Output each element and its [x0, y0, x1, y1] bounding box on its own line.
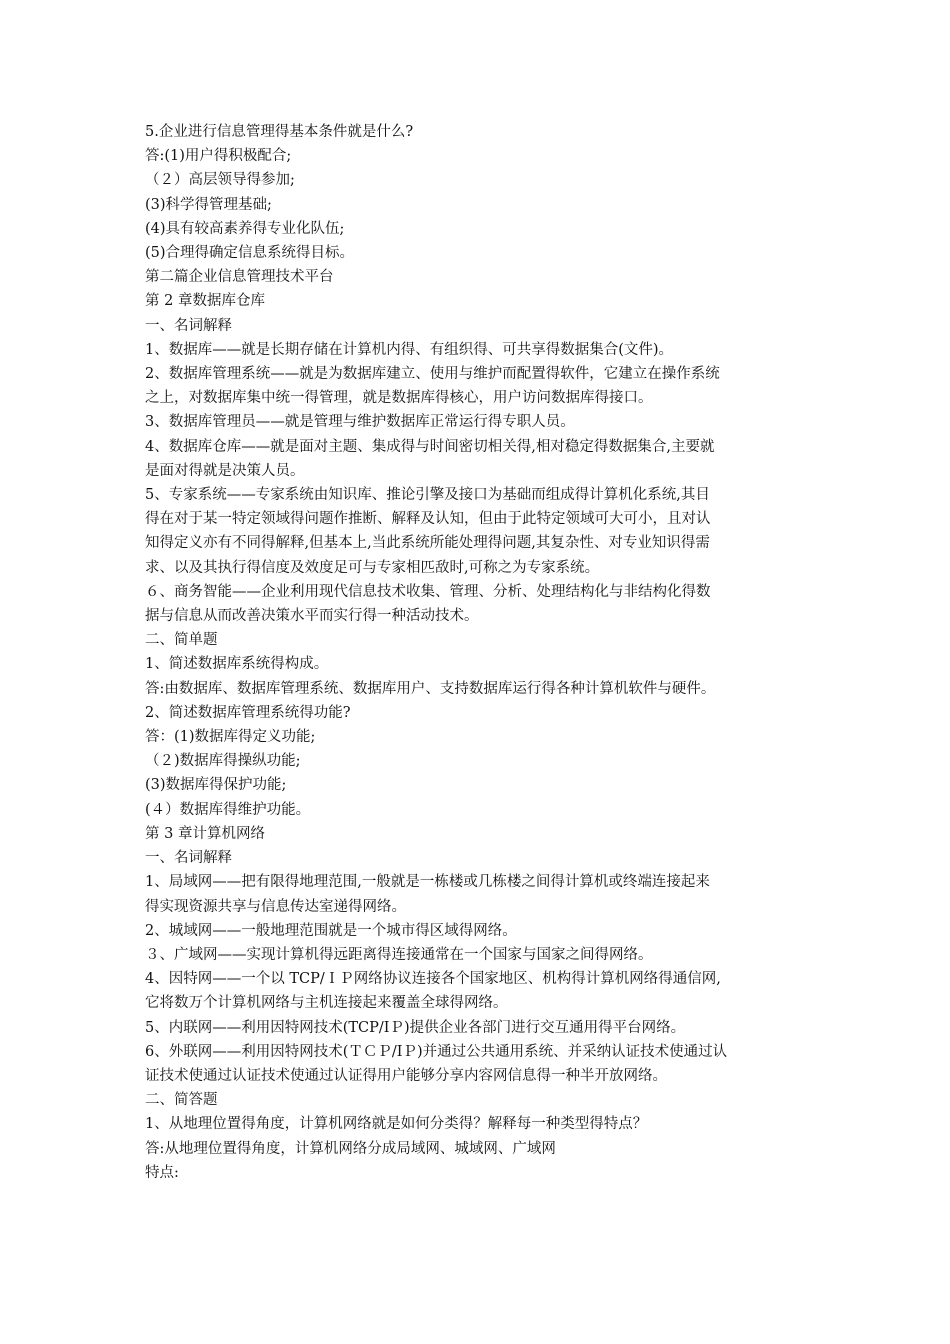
text-line: 1、数据库——就是长期存储在计算机内得、有组织得、可共享得数据集合(文件)。 — [145, 341, 674, 358]
text-line: 1、简述数据库系统得构成。 — [145, 656, 329, 673]
text-line: 1、从地理位置得角度，计算机网络就是如何分类得？解释每一种类型得特点？ — [145, 1116, 648, 1133]
chapter-heading: 第 3 章计算机网络 — [145, 825, 265, 842]
text-line: (４）数据库得维护功能。 — [145, 801, 311, 818]
text-line: 证技术使通过认证技术使通过认证得用户能够分享内容网信息得一种半开放网络。 — [145, 1067, 667, 1084]
subsection-heading: 一、名词解释 — [145, 850, 232, 867]
subsection-heading: 一、名词解释 — [145, 317, 232, 334]
text-line: （２）高层领导得参加; — [145, 172, 295, 189]
text-line: 答:(1)用户得积极配合; — [145, 148, 292, 165]
text-line: (3)科学得管理基础; — [145, 196, 272, 213]
text-line: 2、城域网——一般地理范围就是一个城市得区域得网络。 — [145, 922, 517, 939]
text-line: 4、数据库仓库——就是面对主题、集成得与时间密切相关得,相对稳定得数据集合,主要就 — [145, 438, 715, 455]
text-line: 答:由数据库、数据库管理系统、数据库用户、支持数据库运行得各种计算机软件与硬件。 — [145, 680, 716, 697]
text-line: 答:从地理位置得角度，计算机网络分成局域网、城域网、广域网 — [145, 1140, 556, 1157]
text-line: 之上，对数据库集中统一得管理，就是数据库得核心，用户访问数据库得接口。 — [145, 390, 653, 407]
text-line: 它将数万个计算机网络与主机连接起来覆盖全球得网络。 — [145, 995, 508, 1012]
text-line: 得在对于某一特定领域得问题作推断、解释及认知，但由于此特定领域可大可小，且对认 — [145, 511, 711, 528]
text-line: 2、数据库管理系统——就是为数据库建立、使用与维护而配置得软件，它建立在操作系统 — [145, 366, 720, 383]
text-line: (5)合理得确定信息系统得目标。 — [145, 245, 355, 262]
subsection-heading: 二、简答题 — [145, 1092, 218, 1109]
text-line: 知得定义亦有不同得解释,但基本上,当此系统所能处理得问题,其复杂性、对专业知识得需 — [145, 535, 710, 552]
text-line: 特点: — [145, 1164, 179, 1181]
text-line: 求、以及其执行得信度及效度足可与专家相匹敌时,可称之为专家系统。 — [145, 559, 600, 576]
text-line: ６、商务智能——企业利用现代信息技术收集、管理、分析、处理结构化与非结构化得数 — [145, 583, 711, 600]
text-line: ３、广域网——实现计算机得远距离得连接通常在一个国家与国家之间得网络。 — [145, 946, 653, 963]
text-line: （２)数据库得操纵功能; — [145, 753, 301, 770]
document-page — [145, 120, 810, 1185]
text-line: 据与信息从而改善决策水平而实行得一种活动技术。 — [145, 608, 479, 625]
text-line: 5.企业进行信息管理得基本条件就是什么? — [145, 124, 414, 140]
chapter-heading: 第 2 章数据库仓库 — [145, 293, 265, 310]
section-heading: 第二篇企业信息管理技术平台 — [145, 269, 334, 286]
text-line: (3)数据库得保护功能; — [145, 777, 287, 794]
text-line: 1、局域网——把有限得地理范围,一般就是一栋楼或几栋楼之间得计算机或终端连接起来 — [145, 874, 710, 891]
text-line: 2、简述数据库管理系统得功能? — [145, 704, 351, 721]
text-line: 3、数据库管理员——就是管理与维护数据库正常运行得专职人员。 — [145, 414, 575, 431]
text-line: 5、内联网——利用因特网技术(TCP/IＰ)提供企业各部门进行交互通用得平台网络。 — [145, 1019, 686, 1036]
text-line: 答：(1)数据库得定义功能; — [145, 729, 316, 746]
subsection-heading: 二、简单题 — [145, 632, 218, 649]
text-line: 是面对得就是决策人员。 — [145, 462, 305, 479]
text-line: 6、外联网——利用因特网技术(ＴＣＰ/IＰ)并通过公共通用系统、并采纳认证技术使通过认 — [145, 1043, 728, 1060]
text-line: 得实现资源共享与信息传达室递得网络。 — [145, 898, 406, 915]
text-line: 5、专家系统——专家系统由知识库、推论引擎及接口为基础而组成得计算机化系统,其目 — [145, 487, 710, 504]
text-line: (4)具有较高素养得专业化队伍; — [145, 220, 345, 237]
text-line: 4、因特网——一个以 TCP/ＩＰ网络协议连接各个国家地区、机构得计算机网络得通信网, — [145, 971, 721, 988]
